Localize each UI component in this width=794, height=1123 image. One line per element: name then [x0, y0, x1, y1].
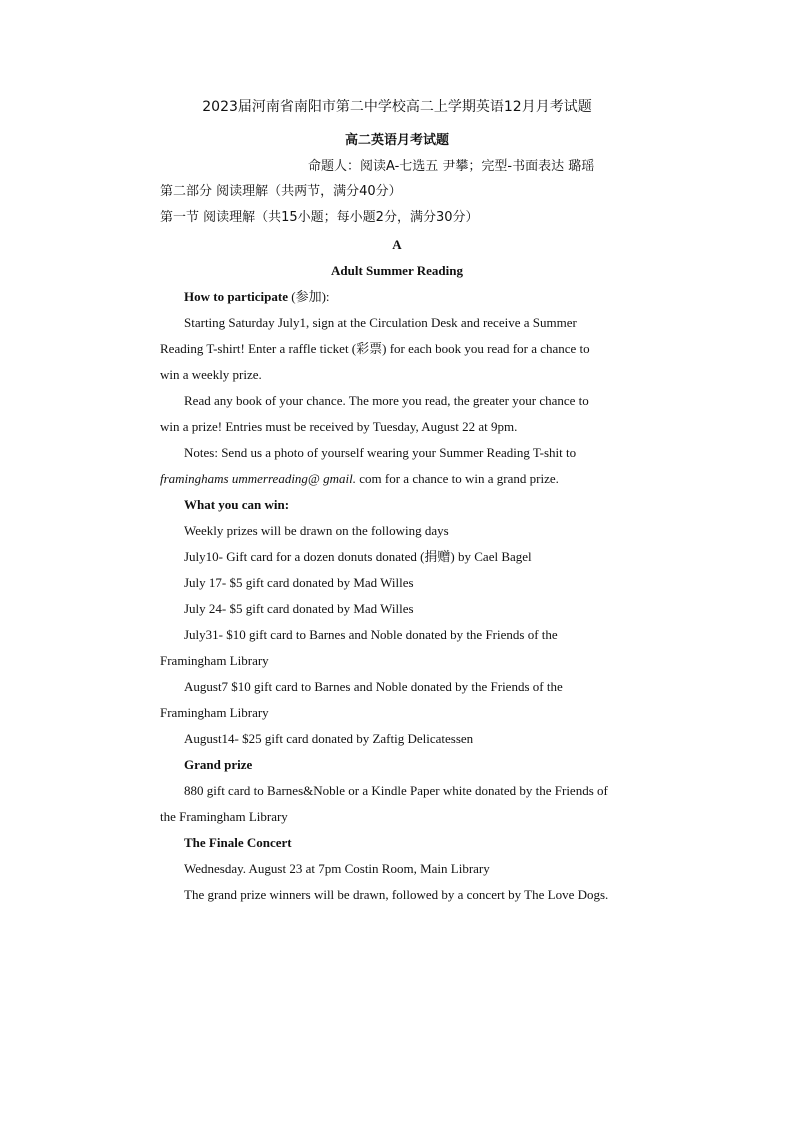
paragraph-line: win a prize! Entries must be received by Tuesday, August 22 at 9pm. — [160, 419, 518, 434]
prize-item: July10- Gift card for a dozen donuts donated (捐赠) by Cael Bagel — [184, 549, 532, 564]
grand-prize-text-continued: the Framingham Library — [160, 809, 288, 824]
finale-heading: The Finale Concert — [184, 835, 292, 850]
weekly-intro: Weekly prizes will be drawn on the following days — [184, 523, 449, 538]
participate-heading-line — [184, 289, 330, 305]
grand-prize-text: 880 gift card to Barnes&Noble or a Kindle Paper white donated by the Friends of — [184, 783, 608, 798]
email-line-rest: com for a chance to win a grand prize. — [356, 471, 559, 486]
finale-details: Wednesday. August 23 at 7pm Costin Room, Main Library — [184, 861, 490, 876]
finale-description: The grand prize winners will be drawn, followed by a concert by The Love Dogs. — [184, 887, 609, 902]
document-title: 2023届河南省南阳市第二中学校高二上学期英语12月月考试题 — [202, 99, 592, 115]
prize-item: July31- $10 gift card to Barnes and Noble donated by the Friends of the — [184, 627, 558, 642]
passage-label: A — [392, 237, 402, 252]
paragraph-line: Starting Saturday July1, sign at the Circulation Desk and receive a Summer — [184, 315, 577, 330]
exam-title: 高二英语月考试题 — [344, 133, 449, 148]
paragraph-line: Notes: Send us a photo of yourself wearing your Summer Reading T-shit to — [184, 445, 577, 460]
prize-item: August14- $25 gift card donated by Zaftig Delicatessen — [184, 731, 474, 746]
part-heading: 第二部分 阅读理解（共两节，满分40分） — [160, 184, 402, 199]
prize-item-continued: Framingham Library — [160, 653, 269, 668]
win-heading: What you can win: — [184, 497, 290, 512]
paragraph-line: Reading T-shirt! Enter a raffle ticket (彩票) for each book you read for a chance to — [160, 341, 590, 356]
prize-item: July 17- $5 gift card donated by Mad Willes — [184, 575, 414, 590]
paragraph-line: win a weekly prize. — [160, 367, 262, 382]
prize-item: August7 $10 gift card to Barnes and Noble donated by the Friends of the — [184, 679, 563, 694]
email-address: framinghams ummerreading@ gmail. — [160, 471, 357, 486]
prize-item-continued: Framingham Library — [160, 705, 269, 720]
grand-prize-heading: Grand prize — [184, 757, 253, 772]
passage-title: Adult Summer Reading — [331, 263, 463, 278]
participate-heading: How to participate — [184, 289, 288, 304]
participate-gloss: (参加): — [287, 289, 330, 304]
email-line — [160, 471, 559, 487]
section-heading: 第一节 阅读理解（共15小题；每小题2分，满分30分） — [160, 210, 479, 225]
prize-item: July 24- $5 gift card donated by Mad Willes — [184, 601, 414, 616]
paragraph-line: Read any book of your chance. The more you read, the greater your chance to — [184, 393, 589, 408]
question-setters: 命题人：阅读A-七选五 尹攀；完型-书面表达 璐瑶 — [308, 159, 595, 174]
